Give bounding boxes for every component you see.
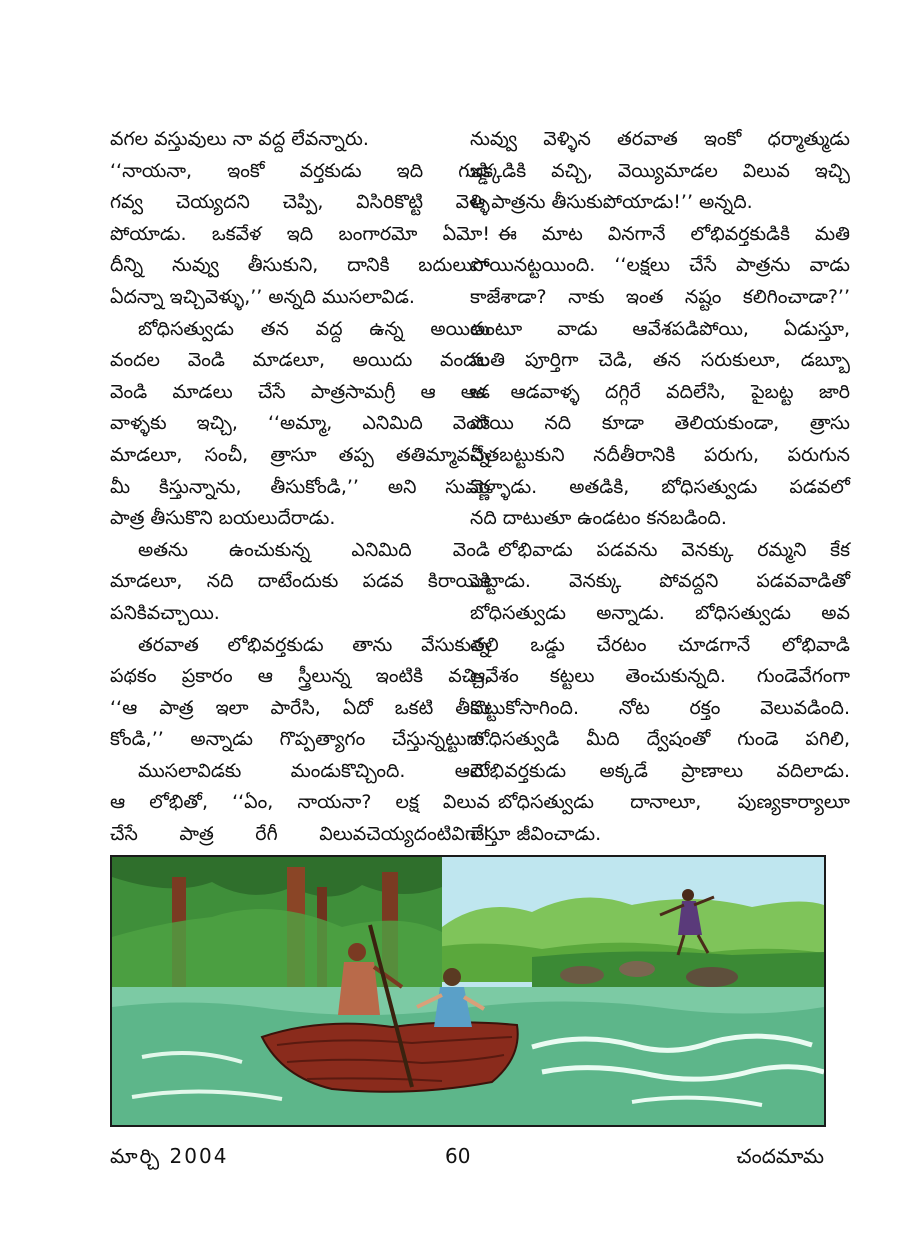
text-line: కోండి,’’ అన్నాడు గొప్పత్యాగం చేస్తున్నట్టుగా. [110, 728, 490, 751]
text-line: బోధిసత్వుడు దానాలూ, పుణ్యకార్యాలూ [498, 791, 850, 814]
text-line: బోధిసత్వుడు అన్నాడు. బోధిసత్వుడు అవ [470, 601, 850, 624]
text-line: వందల వెండి మాడలూ, అయిదు వందల [110, 349, 490, 372]
text-line: ముసలావిడకు మండుకొచ్చింది. ఆమె [138, 759, 490, 782]
text-line: కొట్టుకోసాగింది. నోట రక్తం వెలువడింది. [470, 696, 850, 719]
text-line: చేస్తూ జీవించాడు. [470, 823, 602, 846]
issue-date: మార్చి 2004 [110, 1144, 229, 1168]
text-line: మీ కిస్తున్నాను, తీసుకోండి,’’ అని సువర్ణ [110, 475, 490, 498]
text-line: లోభివర్తకుడు అక్కడే ప్రాణాలు వదిలాడు. [470, 759, 850, 782]
rock [560, 966, 604, 984]
text-line: చేతబట్టుకుని నదీతీరానికి పరుగు, పరుగున [470, 443, 850, 466]
text-line: అతను ఉంచుకున్న ఎనిమిది వెండి [138, 538, 490, 561]
text-line: నది దాటుతూ ఉండటం కనబడింది. [470, 507, 727, 530]
text-line: పెట్టాడు. వెనక్కు పోవద్దని పడవవాడితో [470, 570, 850, 593]
text-line: లోభివాడు పడవను వెనక్కు రమ్మని కేక [498, 538, 850, 561]
text-line: ఈ మాట వినగానే లోభివర్తకుడికి మతి [498, 222, 850, 245]
magazine-name: చందమామ [736, 1144, 824, 1168]
text-line: ‘‘ఆ పాత్ర ఇలా పారేసి, ఏదో ఒకటి తీసు [110, 696, 490, 719]
rock [619, 961, 655, 977]
story-illustration [110, 855, 826, 1127]
right-text-column [470, 124, 850, 851]
text-line: పథకం ప్రకారం ఆ స్త్రీలున్న ఇంటికి వచ్చి, [110, 665, 490, 688]
text-line: మాడలూ, నది దాటేందుకు పడవ కిరాయికి [110, 570, 490, 593]
text-line: మతి పూర్తిగా చెడి, తన సరుకులూ, డబ్బూ [470, 349, 850, 372]
text-line: ఆవేశం కట్టలు తెంచుకున్నది. గుండెవేగంగా [470, 665, 850, 688]
text-line: పోయాడు. ఒకవేళ ఇది బంగారమో ఏమో! [110, 222, 490, 245]
text-line: తలి ఒడ్డు చేరటం చూడగానే లోభివాడి [470, 633, 850, 656]
text-line: ఆ ఆడవాళ్ళ దగ్గిరే వదిలేసి, పైబట్ట జారి [470, 380, 850, 403]
text-line: పనికివచ్చాయి. [110, 601, 220, 624]
text-line: నువ్వు వెళ్ళిన తరవాత ఇంకో ధర్మాత్ముడు [470, 128, 850, 150]
text-line: వెళ్ళాడు. అతడికి, బోధిసత్వుడు పడవలో [470, 475, 850, 498]
text-line: బోధిసత్వుడు తన వద్ద ఉన్న అయిదు [138, 317, 490, 340]
text-line: దీన్ని నువ్వు తీసుకుని, దానికి బదులుగా [110, 254, 490, 277]
text-line: బోధిసత్వుడి మీది ద్వేషంతో గుండె పగిలి, [470, 728, 850, 751]
text-line: ఇక్కడికి వచ్చి, వెయ్యిమాడల విలువ ఇచ్చి [470, 159, 850, 182]
page-number: 60 [445, 1144, 471, 1168]
text-line: గవ్వ చెయ్యదని చెప్పి, విసిరికొట్టి వెళ్ళి [110, 191, 490, 214]
text-line: వగల వస్తువులు నా వద్ద లేవన్నారు. [110, 128, 369, 150]
text-line: ‘‘నాయనా, ఇంకో వర్తకుడు ఇది గుడ్డి [110, 159, 490, 182]
text-line: కాజేశాడా? నాకు ఇంత నష్టం కలిగించాడా?’’ [470, 285, 850, 308]
text-line: ఆ లోభితో, ‘‘ఏం, నాయనా? లక్ష విలువ [110, 791, 490, 814]
text-line: పోయి నది కూడా తెలియకుండా, త్రాసు [470, 412, 850, 435]
text-line: మాడలూ, సంచీ, త్రాసూ తప్ప తతిమ్మావన్నీ [110, 443, 490, 466]
left-text-column [110, 124, 490, 851]
text-line: వాళ్ళకు ఇచ్చి, ‘‘అమ్మా, ఎనిమిది వెండి [110, 412, 490, 435]
text-line: పాత్ర తీసుకొని బయలుదేరాడు. [110, 507, 336, 530]
text-line: ఆ పాత్రను తీసుకుపోయాడు!’’ అన్నది. [470, 191, 753, 214]
text-line: తరవాత లోభివర్తకుడు తాను వేసుకున్న [138, 633, 490, 656]
text-line: అంటూ వాడు ఆవేశపడిపోయి, ఏడుస్తూ, [470, 317, 850, 340]
text-line: చేసే పాత్ర రేగీ విలువచెయ్యదంటివిగా! [110, 823, 490, 846]
river-boat-illustration [112, 857, 824, 1125]
text-line: వెండి మాడలు చేసే పాత్రసామగ్రీ ఆ ఆడ [110, 380, 490, 403]
rock [686, 967, 738, 987]
text-line: పోయినట్టయింది. ‘‘లక్షలు చేసే పాత్రను వాడు [470, 254, 850, 277]
text-line: ఏదన్నా ఇచ్చివెళ్ళు,’’ అన్నది ముసలావిడ. [110, 285, 415, 308]
